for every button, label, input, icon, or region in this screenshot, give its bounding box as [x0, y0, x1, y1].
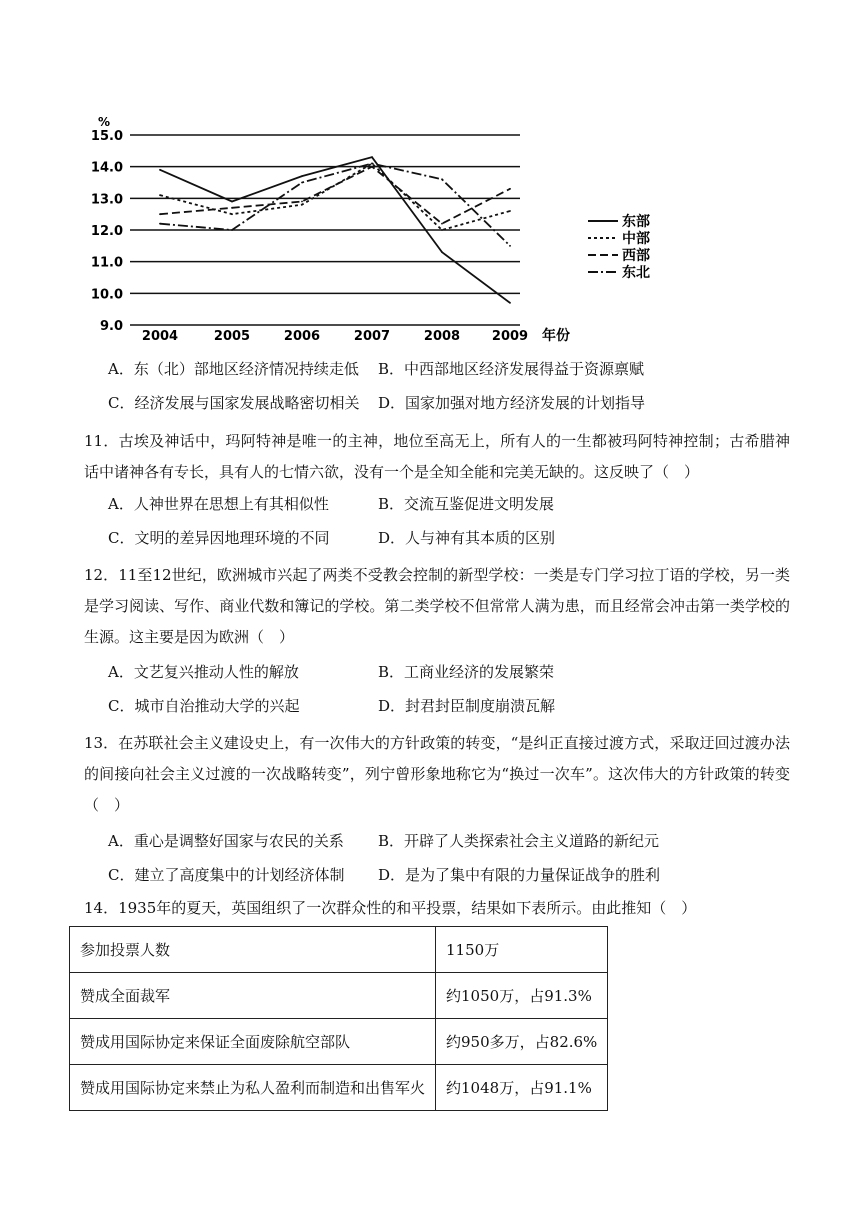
data-point: [509, 210, 511, 212]
y-axis-unit-label: %: [98, 115, 111, 129]
x-tick-label: 2008: [423, 329, 461, 344]
q13-option-b: B．开辟了人类探索社会主义道路的新纪元: [378, 832, 660, 850]
table-cell: 约1050万，占91.3%: [436, 973, 608, 1019]
data-point: [441, 178, 443, 180]
q10-option-a: A．东（北）部地区经济情况持续走低: [108, 360, 359, 378]
data-point: [231, 201, 233, 203]
table-row: [70, 1019, 608, 1065]
data-point: [441, 223, 443, 225]
table-cell: 约1048万，占91.1%: [436, 1065, 608, 1111]
y-tick-label: 15.0: [90, 129, 123, 144]
data-point: [301, 182, 303, 184]
data-point: [509, 245, 511, 247]
table-row: [70, 1065, 608, 1111]
y-tick-label: 14.0: [90, 160, 123, 176]
x-axis-label: 年份: [542, 328, 570, 344]
table-cell: 1150万: [436, 927, 608, 973]
table-cell: 参加投票人数: [70, 927, 436, 973]
q13-option-a: A．重心是调整好国家与农民的关系: [108, 832, 344, 850]
table-cell: 赞成用国际协定来保证全面废除航空部队: [70, 1019, 436, 1065]
data-point: [301, 204, 303, 206]
x-tick-label: 2005: [213, 329, 251, 344]
data-point: [371, 166, 373, 168]
table-cell: 赞成全面裁军: [70, 973, 436, 1019]
q12-stem: 12．11至12世纪，欧洲城市兴起了两类不受教会控制的新型学校：一类是专门学习拉丁语的学校，另一类是学习阅读、写作、商业代数和簿记的学校。第二类学校不但常常人满为患，而且经常会冲击第一类学校的生源。这主要是因为欧洲（ ）: [84, 566, 790, 646]
data-point: [159, 194, 161, 196]
data-point: [231, 213, 233, 215]
legend-label: 东北: [622, 265, 650, 281]
q11-option-b: B．交流互鉴促进文明发展: [378, 495, 555, 513]
line-chart: [90, 108, 670, 348]
legend-label: 西部: [622, 248, 650, 264]
q10-option-c: C．经济发展与国家发展战略密切相关: [108, 394, 360, 412]
q11-option-c: C．文明的差异因地理环境的不同: [108, 529, 330, 547]
y-tick-label: 9.0: [99, 319, 123, 334]
data-point: [441, 251, 443, 253]
q14-stem: 14．1935年的夏天，英国组织了一次群众性的和平投票，结果如下表所示。由此推知（ ）: [84, 899, 697, 917]
q12-option-a: A．文艺复兴推动人性的解放: [108, 663, 299, 681]
series-line-西部: [160, 167, 510, 224]
y-tick-label: 12.0: [90, 224, 123, 239]
data-point: [509, 302, 511, 304]
data-point: [231, 207, 233, 209]
q12-option-b: B．工商业经济的发展繁荣: [378, 663, 555, 681]
q13-stem: 13．在苏联社会主义建设史上，有一次伟大的方针政策的转变，“是纠正直接过渡方式，采取迂回过渡办法的间接向社会主义过渡的一次战略转变”，列宁曾形象地称它为“换过一次车”。这次伟大的方针政策的转变（ ）: [84, 734, 790, 814]
table-row: [70, 973, 608, 1019]
data-point: [159, 213, 161, 215]
x-tick-label: 2007: [353, 329, 391, 344]
q10-option-b: B．中西部地区经济发展得益于资源禀赋: [378, 360, 645, 378]
q10-option-d: D．国家加强对地方经济发展的计划指导: [378, 394, 646, 412]
legend-label: 东部: [622, 214, 650, 230]
table-row: [70, 927, 608, 973]
data-point: [231, 229, 233, 231]
vote-results-table: [69, 926, 608, 1111]
data-point: [301, 175, 303, 177]
data-point: [441, 229, 443, 231]
data-point: [371, 156, 373, 158]
y-tick-label: 10.0: [90, 287, 123, 303]
y-tick-label: 13.0: [90, 192, 123, 208]
series-line-中部: [160, 164, 510, 231]
q12-option-c: C．城市自治推动大学的兴起: [108, 697, 300, 715]
x-tick-label: 2009: [491, 329, 529, 344]
legend-label: 中部: [622, 231, 650, 247]
q11-option-a: A．人神世界在思想上有其相似性: [108, 495, 329, 513]
q11-stem: 11．古埃及神话中，玛阿特神是唯一的主神，地位至高无上，所有人的一生都被玛阿特神控制；古希腊神话中诸神各有专长，具有人的七情六欲，没有一个是全知全能和完美无缺的。这反映了（ ）: [84, 432, 790, 481]
table-cell: 约950多万，占82.6%: [436, 1019, 608, 1065]
data-point: [301, 201, 303, 203]
series-line-东北: [160, 164, 510, 246]
q12-option-d: D．封君封臣制度崩溃瓦解: [378, 697, 556, 715]
data-point: [371, 163, 373, 165]
table-cell: 赞成用国际协定来禁止为私人盈利而制造和出售军火: [70, 1065, 436, 1111]
data-point: [159, 223, 161, 225]
x-tick-label: 2004: [141, 329, 179, 344]
q11-option-d: D．人与神有其本质的区别: [378, 529, 556, 547]
data-point: [159, 169, 161, 171]
q13-option-c: C．建立了高度集中的计划经济体制: [108, 866, 345, 884]
y-tick-label: 11.0: [90, 255, 123, 271]
q13-option-d: D．是为了集中有限的力量保证战争的胜利: [378, 866, 661, 884]
x-tick-label: 2006: [283, 329, 321, 344]
data-point: [509, 188, 511, 190]
